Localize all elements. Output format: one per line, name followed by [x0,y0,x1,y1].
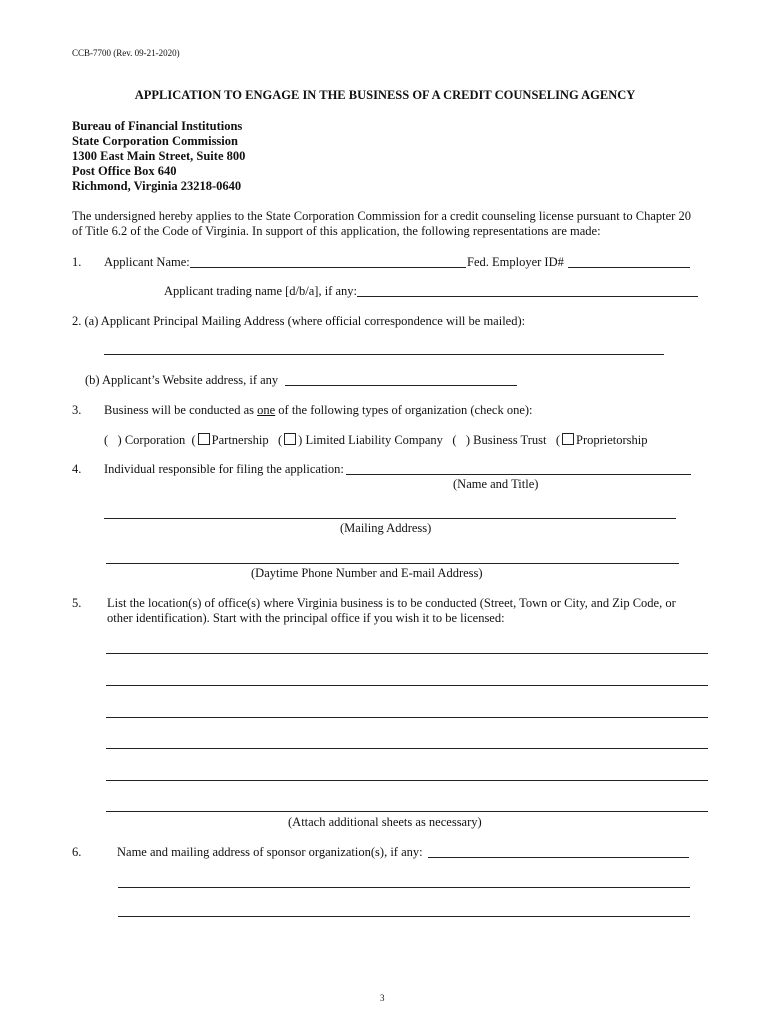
phone-email-caption: (Daytime Phone Number and E-mail Address) [251,566,483,580]
item-4-number: 4. [72,462,82,476]
sponsor-address-line-1[interactable] [118,887,690,888]
address-line-2: State Corporation Commission [72,134,238,148]
proprietorship-checkbox[interactable] [562,433,574,445]
fein-label: Fed. Employer ID# [467,255,564,269]
intro-line-1: The undersigned hereby applies to the State Corporation Commission for a credit counseling license pursuant to Chapter 20 [72,209,691,223]
office-location-line-3[interactable] [106,717,708,718]
page-title: APPLICATION TO ENGAGE IN THE BUSINESS OF A CREDIT COUNSELING AGENCY [134,88,636,102]
item-5-line-2: other identification). Start with the principal office if you wish it to be licensed: [107,611,505,625]
office-location-line-1[interactable] [106,653,708,654]
address-line-1: Bureau of Financial Institutions [72,119,243,133]
attach-sheets-caption: (Attach additional sheets as necessary) [288,815,482,829]
trading-name-label: Applicant trading name [d/b/a], if any: [164,284,357,298]
office-location-line-5[interactable] [106,780,708,781]
address-line-4: Post Office Box 640 [72,164,177,178]
partnership-option[interactable]: ( Partnership [188,433,269,447]
trading-name-field[interactable] [357,296,698,297]
item-3-number: 3. [72,403,82,417]
partnership-checkbox[interactable] [198,433,210,445]
item-4-label: Individual responsible for filing the application: [104,462,344,476]
form-code: CCB-7700 (Rev. 09-21-2020) [72,48,180,58]
intro-line-2: of Title 6.2 of the Code of Virginia. In support of this application, the following representations are made: [72,224,601,238]
item-2b-label: (b) Applicant’s Website address, if any [85,373,279,387]
mailing-address-caption: (Mailing Address) [340,521,432,535]
item-5-line-1: List the location(s) of office(s) where Virginia business is to be conducted (Street, Town or City, and Zip Code, or [107,596,676,610]
sponsor-address-line-2[interactable] [118,916,690,917]
llc-checkbox[interactable] [284,433,296,445]
business-trust-option[interactable]: ( ) Business Trust [446,433,547,447]
address-line-5: Richmond, Virginia 23218-0640 [72,179,242,193]
fein-field[interactable] [568,267,690,268]
office-location-line-2[interactable] [106,685,708,686]
website-field[interactable] [285,385,517,386]
proprietorship-option[interactable]: ( Proprietorship [549,433,648,447]
responsible-mailing-field[interactable] [104,518,676,519]
responsible-name-field[interactable] [346,474,691,475]
item-2a-label: 2. (a) Applicant Principal Mailing Address (where official correspondence will be mailed): [72,314,526,328]
corporation-option[interactable]: ( ) Corporation [104,433,186,447]
address-line-3: 1300 East Main Street, Suite 800 [72,149,246,163]
item-1-number: 1. [72,255,82,269]
office-location-line-4[interactable] [106,748,708,749]
office-location-line-6[interactable] [106,811,708,812]
sponsor-name-field[interactable] [428,857,689,858]
item-6-number: 6. [72,845,82,859]
item-3-label: Business will be conducted as one of the following types of organization (check one): [104,403,533,417]
applicant-name-label: Applicant Name: [104,255,190,269]
llc-option[interactable]: ( ) Limited Liability Company [271,433,443,447]
name-title-caption: (Name and Title) [453,477,539,491]
applicant-name-field[interactable] [190,267,466,268]
responsible-phone-field[interactable] [106,563,679,564]
item-5-number: 5. [72,596,82,610]
organization-type-options [104,433,648,448]
item-6-label: Name and mailing address of sponsor organization(s), if any: [117,845,423,859]
page-number: 3 [380,993,385,1003]
mailing-address-field[interactable] [104,354,664,355]
